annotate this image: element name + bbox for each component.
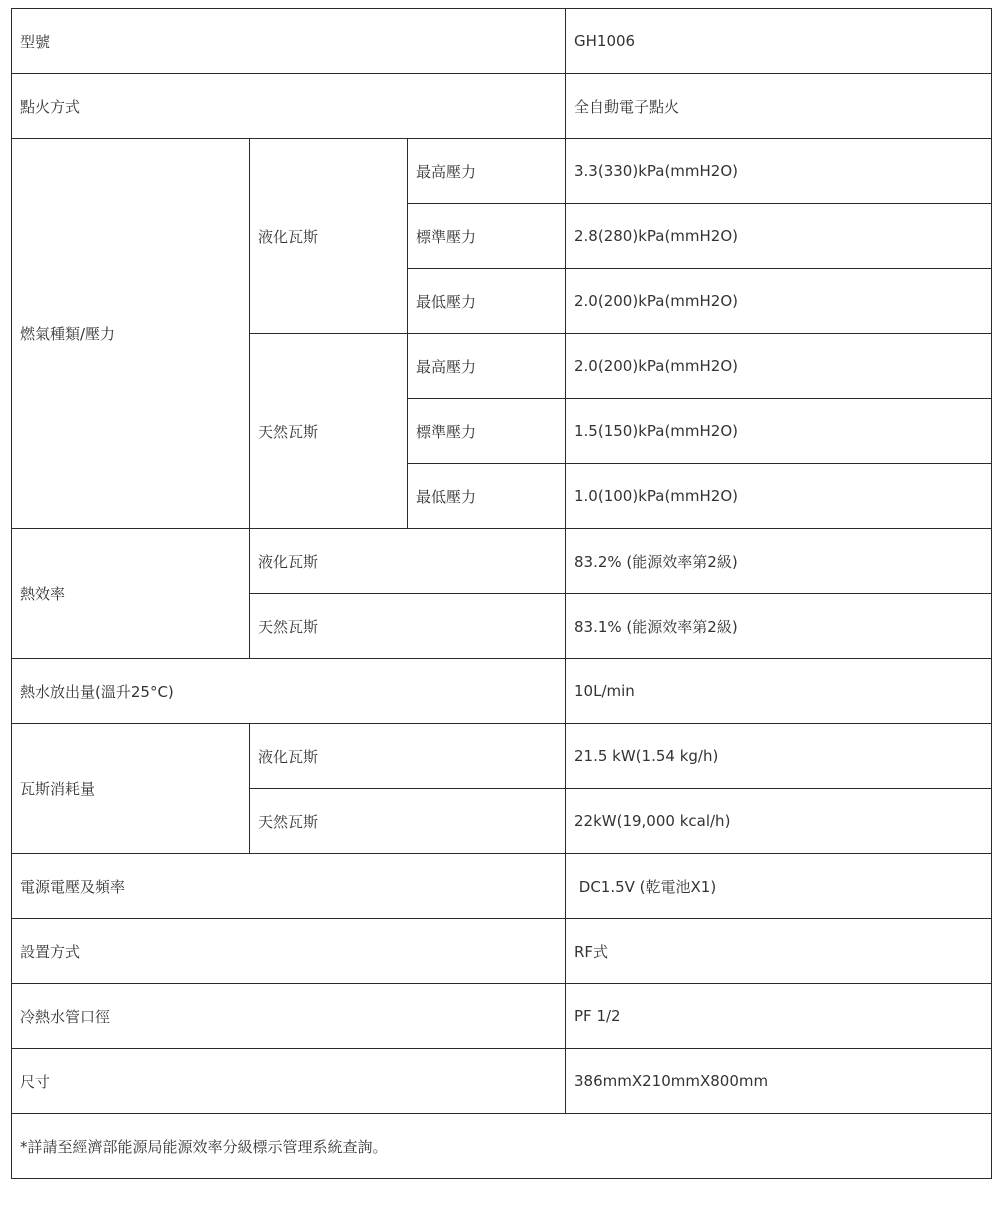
table-row: [12, 919, 992, 984]
consumption-gas: 液化瓦斯: [250, 724, 566, 789]
hot-water-output-label: 熱水放出量(溫升25°C): [12, 659, 566, 724]
pressure-level: 最低壓力: [408, 269, 566, 334]
gas-pressure-label: 燃氣種類/壓力: [12, 139, 250, 529]
table-row: [12, 984, 992, 1049]
table-row: [12, 1049, 992, 1114]
pressure-value: 3.3(330)kPa(mmH2O): [566, 139, 992, 204]
efficiency-value: 83.1% (能源效率第2級): [566, 594, 992, 659]
size-label: 尺寸: [12, 1049, 566, 1114]
pressure-value: 2.0(200)kPa(mmH2O): [566, 269, 992, 334]
power-label: 電源電壓及頻率: [12, 854, 566, 919]
pipe-value: PF 1/2: [566, 984, 992, 1049]
pressure-level: 最低壓力: [408, 464, 566, 529]
size-value: 386mmX210mmX800mm: [566, 1049, 992, 1114]
hot-water-output-value: 10L/min: [566, 659, 992, 724]
table-row: [12, 1114, 992, 1179]
pressure-level: 標準壓力: [408, 399, 566, 464]
thermal-efficiency-label: 熱效率: [12, 529, 250, 659]
model-value: GH1006: [566, 9, 992, 74]
pressure-value: 1.5(150)kPa(mmH2O): [566, 399, 992, 464]
spec-table: [11, 8, 992, 1179]
pressure-level: 最高壓力: [408, 334, 566, 399]
table-row: [12, 139, 992, 204]
efficiency-gas: 液化瓦斯: [250, 529, 566, 594]
table-row: [12, 854, 992, 919]
power-value: DC1.5V (乾電池X1): [566, 854, 992, 919]
pressure-level: 最高壓力: [408, 139, 566, 204]
installation-value: RF式: [566, 919, 992, 984]
consumption-gas: 天然瓦斯: [250, 789, 566, 854]
pressure-value: 2.0(200)kPa(mmH2O): [566, 334, 992, 399]
table-row: [12, 724, 992, 789]
footnote: *詳請至經濟部能源局能源效率分級標示管理系統查詢。: [12, 1114, 992, 1179]
table-row: [12, 9, 992, 74]
gas-type-natural: 天然瓦斯: [250, 334, 408, 529]
pressure-value: 2.8(280)kPa(mmH2O): [566, 204, 992, 269]
ignition-value: 全自動電子點火: [566, 74, 992, 139]
pipe-label: 冷熱水管口徑: [12, 984, 566, 1049]
table-row: [12, 659, 992, 724]
gas-type-lpg: 液化瓦斯: [250, 139, 408, 334]
efficiency-gas: 天然瓦斯: [250, 594, 566, 659]
installation-label: 設置方式: [12, 919, 566, 984]
table-row: [12, 529, 992, 594]
gas-consumption-label: 瓦斯消耗量: [12, 724, 250, 854]
model-label: 型號: [12, 9, 566, 74]
efficiency-value: 83.2% (能源效率第2級): [566, 529, 992, 594]
pressure-level: 標準壓力: [408, 204, 566, 269]
consumption-value: 22kW(19,000 kcal/h): [566, 789, 992, 854]
ignition-label: 點火方式: [12, 74, 566, 139]
pressure-value: 1.0(100)kPa(mmH2O): [566, 464, 992, 529]
table-row: [12, 74, 992, 139]
consumption-value: 21.5 kW(1.54 kg/h): [566, 724, 992, 789]
